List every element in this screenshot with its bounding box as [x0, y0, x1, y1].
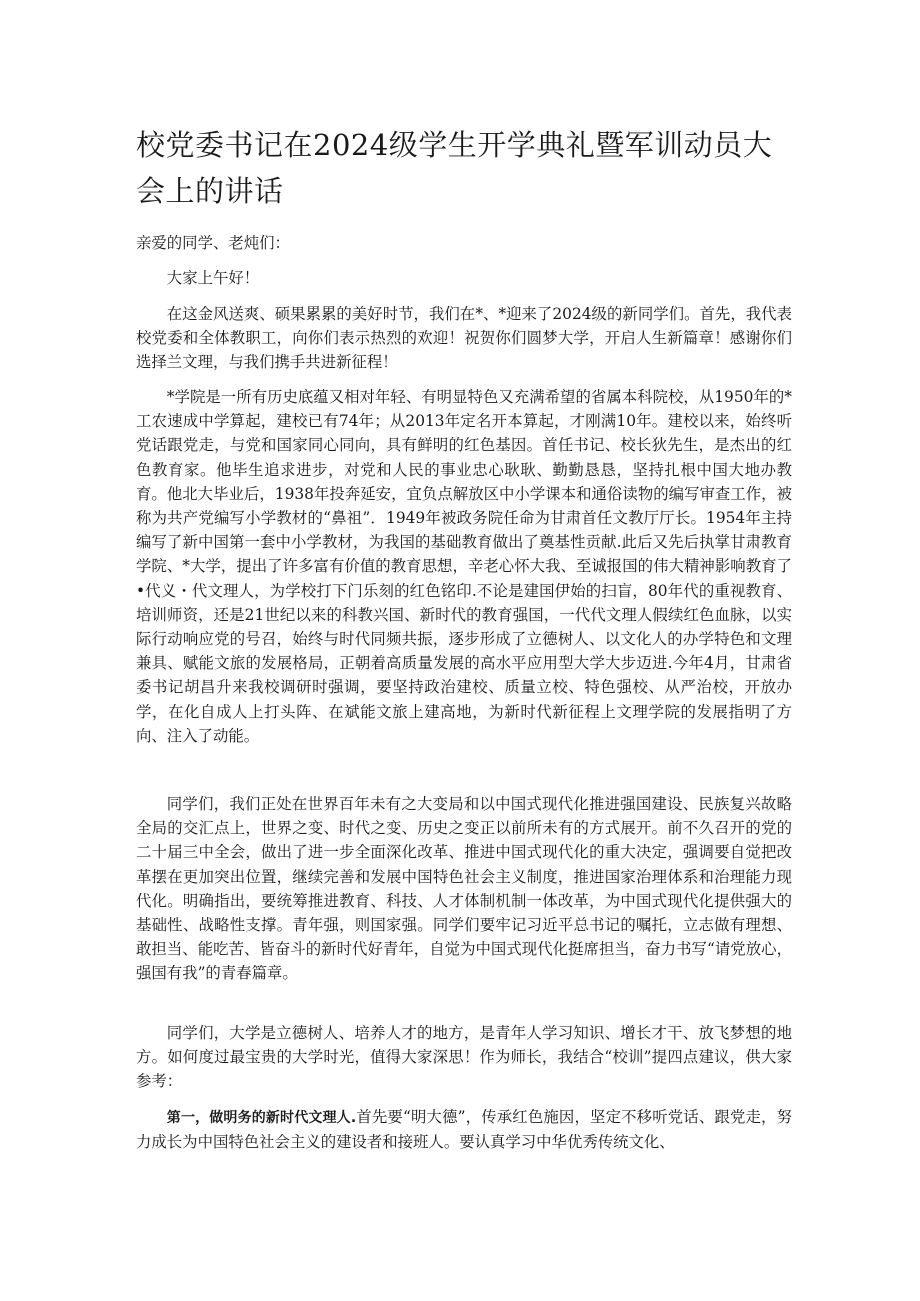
paragraph-school-history: *学院是一所有历史底蕴又相对年轻、有明显特色又充满希望的省属本科院校，从1950年的*工农速成中学算起，建校已有74年；从2013年定名开本算起，才刚满10年。建校以来，始终听党话跟党走，与党和国家同心同向，具有鲜明的红色基因。首任书记、校长狄先生，是杰出的红色教育家。他毕生追求进步，对党和人民的事业忠心耿耿、勤勤恳恳，坚持扎根中国大地办教育。他北大毕业后，1938年投奔延安，宜负点解放区中小学课本和通俗读物的编写审查工作，被称为共产党编写小学教材的“鼻祖”．1949年被政务院任命为甘肃首任文教厅厅长。1954年主持编写了新中国第一套中小学教材，为我国的基础教育做出了奠基性贡献.此后又先后执掌甘肃教育学院、*大学，提出了许多富有价值的教育思想，辛老心怀大我、至诚报国的伟大精神影响教育了•代义・代文理人，为学校打下门乐刻的红色铭印.不论是建国伊始的扫盲，80年代的重视教育、培训师资，还是21世纪以来的科教兴国、新时代的教育强国，一代代文理人假续红色血脉，以实际行动响应党的号召，始终与时代同频共振，逐步形成了立德树人、以文化人的办学特色和文理兼具、赋能文旅的发展格局，正朝着高质量发展的高水平应用型大学大步迈进.今年4月，甘肃省委书记胡昌升来我校调研时强调，要坚持政治建校、质量立校、特色强校、从严治校，开放办学，在化自成人上打头阵、在斌能文旅上建高地，为新时代新征程上文理学院的发展指明了方向、注入了动能。: [136, 388, 792, 745]
document-title: 校党委书记在2024级学生开学典礼暨军训动员大会上的讲话: [136, 128, 773, 208]
paragraph-point-one: [136, 1105, 792, 1154]
paragraph-welcome: 在这金风送爽、硕果累累的美好时节，我们在*、*迎来了2024级的新同学们。首先，我代表校党委和全体教职工，向你们表示热烈的欢迎！祝贺你们圆梦大学，开启人生新篇章！感谢你们选择兰文理，与我们携手共进新征程！: [136, 305, 792, 372]
salutation: 亲爱的同学、老炖们：: [136, 234, 290, 252]
paragraph-era: 同学们，我们正处在世界百年未有之大变局和以中国式现代化推进强国建设、民族复兴故略全局的交汇点上，世界之变、时代之变、历史之变正以前所未有的方式展开。前不久召开的党的二十届三中全会，做出了进一步全面深化改革、推进中国式现代化的重大决定，强调要自觉把改革摆在更加突出位置，继续完善和发展中国特色社会主义制度，推进国家治理体系和治理能力现代化。明确指出，要统筹推进教育、科技、人才体制机制一体改革，为中国式现代化提供强大的基础性、战略性支撑。青年强，则国家强。同学们要牢记习近平总书记的嘱托，立志做有理想、敢担当、能吃苦、皆奋斗的新时代好青年，自觉为中国式现代化挺席担当，奋力书写“请党放心，强国有我”的青春篇章。: [136, 795, 792, 983]
point-one-text: 首先要“明大德”，传承红色施因，坚定不移听党话、跟党走，努力成长为中国特色社会主义的建设者和接班人。要认真学习中华优秀传统文化、: [136, 1108, 792, 1152]
greeting: 大家上午好！: [166, 269, 260, 287]
point-one-lead: 第一，做明务的新时代文理人.: [166, 1110, 357, 1126]
paragraph-advice-intro: 同学们，大学是立德树人、培养人才的地方，是青年人学习知识、增长才干、放飞梦想的地方。如何度过最宝贵的大学时光，值得大家深思！作为师长，我结合“校训”提四点建议，供大家参考：: [136, 1024, 792, 1091]
